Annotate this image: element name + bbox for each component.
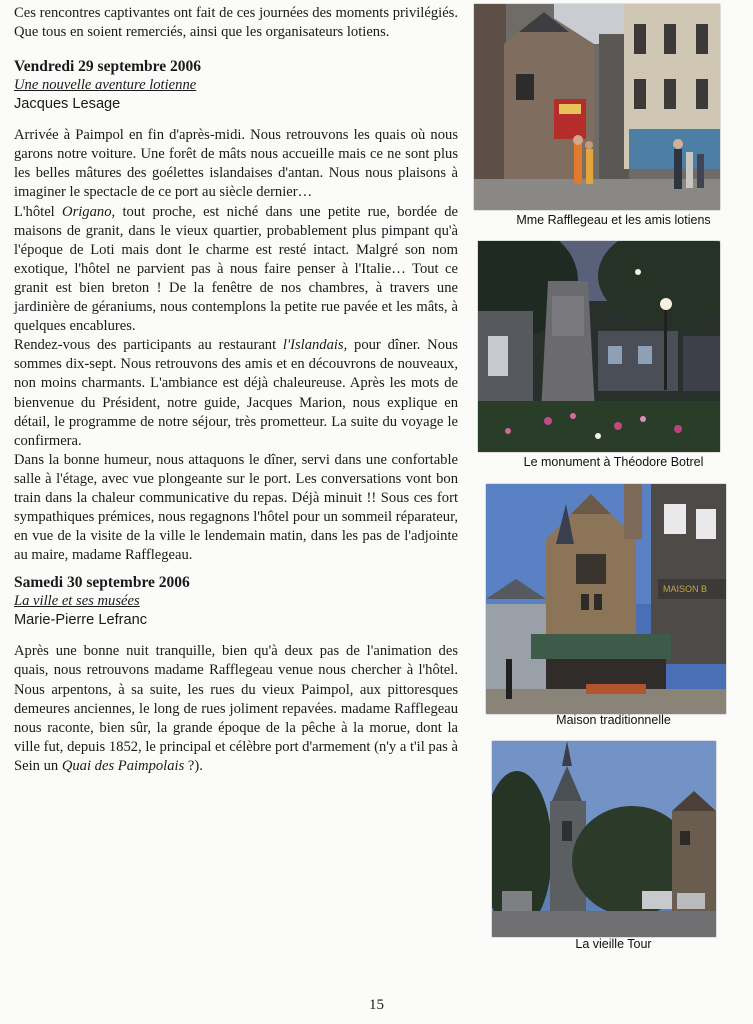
photo-traditional-house [486,484,726,714]
quai-name: Quai des Paimpolais [61,757,185,774]
intro-paragraph: Ces rencontres captivantes ont fait de ces journées des moments privilégiés. Que tous en soient remerciés, ainsi que les organisateurs lotiens. [14,5,458,41]
day1-author: Jacques Lesage [14,96,121,113]
day1-paragraph-3: Rendez-vous des participants au restaurant l'Islandais, pour dîner. Nous sommes dix-sept. Nous retrouvons des amis et en découvrons de nouveaux, non moins charmants. L'ambiance est déjà chaleureuse. Après les mots de bienvenue du Président, notre guide, Jacques Marion, nous explique en détail, le programme de notre séjour, très prometteur. La suite du voyage le confirmera. [14,337,458,449]
restaurant-name: l'Islandais, [282,337,348,354]
article-text [14,4,458,776]
photo-caption-1: Mme Rafflegeau et les amis lotiens [516,213,711,227]
day2-author: Marie-Pierre Lefranc [14,612,148,629]
day1-date-heading: Vendredi 29 septembre 2006 [14,58,202,76]
maison-sign: MAISON B [663,584,708,594]
photo-caption-4: La vieille Tour [575,937,652,951]
day2-paragraph-1: Après une bonne nuit tranquille, bien qu'à deux pas de l'animation des quais, nous retrouvons madame Rafflegeau venue nous chercher à l'hôtel. Nous arpentons, à sa suite, les rues du vieux Paimpol, aux pittoresques demeures anciennes, le long de rues joliment repavées. madame Rafflegeau nous raconte, bien sûr, la grande époque de la pêche à la morue, dont la ville fut, depuis 1852, le principal et célèbre port d'armement (n'y a t'il pas à Sein un Quai des Paimpolais ?). [14,643,458,774]
day1-paragraph-4: Dans la bonne humeur, nous attaquons le dîner, servi dans une confortable salle à l'étage, avec vue plongeante sur le port. Les conversations vont bon train dans la chaleur communicative du repas. Déjà minuit !! Sous ces fort sympathiques prémices, nous regagnons l'hôtel pour un sommeil réparateur, en vue de la visite de la ville le lendemain matin, dans les pas de l'adjointe au maire, madame Rafflegeau. [14,451,458,564]
day2-date-heading: Samedi 30 septembre 2006 [14,574,190,592]
day2-subtitle: La ville et ses musées [14,593,140,610]
day1-subtitle: Une nouvelle aventure lotienne [14,77,197,94]
hotel-name: Origano, [62,203,116,220]
day1-paragraph-1: Arrivée à Paimpol en fin d'après-midi. Nous retrouvons les quais où nous garons notre voiture. Une forêt de mâts nous accueille mais ce ne sont plus les belles mâtures des goélettes islandaises d'antan. Nous nous plaisons à imaginer le spectacle de ce port au siècle dernier… [14,127,458,201]
photo-old-tower [492,741,716,937]
photo-monument [478,241,720,452]
photo-street-scene [474,4,720,210]
photo-caption-2: Le monument à Théodore Botrel [523,455,704,469]
page-number: 15 [369,997,384,1013]
day1-paragraph-2: L'hôtel Origano, tout proche, est niché dans une petite rue, bordée de maisons de granit, dans le vieux quartier, probablement plus pimpant qu'à l'époque de Loti mais dont le charme est resté intact. Malgré son nom exotique, l'hôtel ne parvient pas à nous faire penser à l'Italie… Tout ce granit est bien breton ! De la fenêtre de nos chambres, à travers une jardinière de géraniums, nous contemplons la petite rue pavée et les mâts, à quelques encablures. [14,203,459,335]
photo-caption-3: Maison traditionnelle [556,713,671,727]
